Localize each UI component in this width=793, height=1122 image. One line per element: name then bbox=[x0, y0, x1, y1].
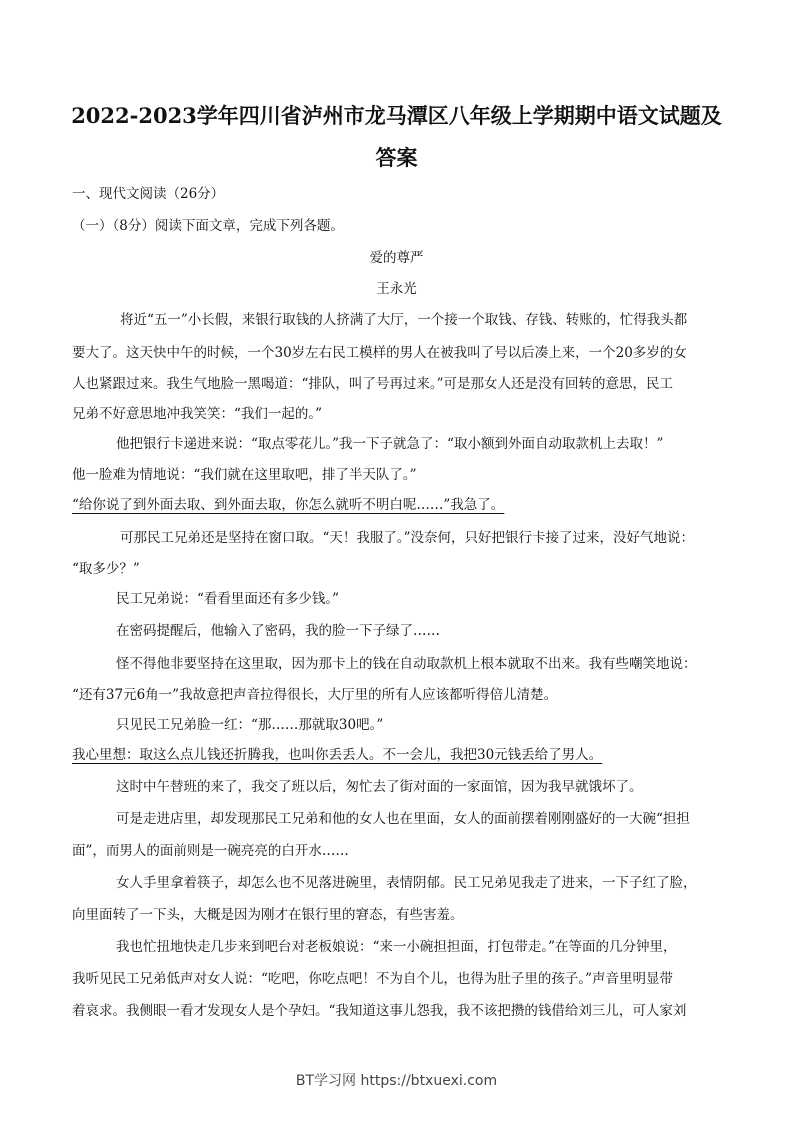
paragraph-line: 向里面转了一下头，大概是因为刚才在银行里的窘态，有些害羞。 bbox=[72, 907, 464, 923]
document-title-line2: 答案 bbox=[375, 145, 418, 170]
paragraph-line: 人也紧跟过来。我生气地脸一黑喝道：“排队，叫了号再过来。”可是那女人还是没有回转的意思，民工 bbox=[72, 376, 674, 392]
paragraph-line: 将近“五一”小长假，来银行取钱的人挤满了大厅，一个接一个取钱、存钱、转账的，忙得我头都 bbox=[120, 312, 688, 328]
paragraph-line: 我也忙扭地快走几步来到吧台对老板娘说：“来一小碗担担面，打包带走。”在等面的几分钟里， bbox=[116, 939, 677, 955]
paragraph-line: 可是走进店里，却发现那民工兄弟和他的女人也在里面，女人的面前摆着刚刚盛好的一大碗“担担 bbox=[116, 811, 690, 827]
underlined-sentence: 我心里想：取这么点儿钱还折腾我，也叫你丢丢人。不一会儿，我把30元钱丢给了男人。 bbox=[72, 747, 603, 763]
paragraph-line: “取多少？” bbox=[72, 561, 140, 577]
paragraph-line: 这时中午替班的来了，我交了班以后，匆忙去了街对面的一家面馆，因为我早就饿坏了。 bbox=[116, 779, 643, 795]
paragraph-line: 民工兄弟说：“看看里面还有多少钱。” bbox=[116, 591, 340, 607]
article-author: 王永光 bbox=[376, 281, 417, 297]
paragraph-line: 在密码提醒后，他输入了密码，我的脸一下子绿了…… bbox=[116, 623, 440, 639]
paragraph-line: 面”，而男人的面前则是一碗亮亮的白开水…… bbox=[72, 843, 349, 859]
paragraph-line: 我听见民工兄弟低声对女人说：“吃吧，你吃点吧！不为自个儿，也得为肚子里的孩子。”声音里明显带 bbox=[72, 971, 674, 987]
paragraph-line: 可那民工兄弟还是坚持在窗口取。“天！我服了。”没奈何，只好把银行卡接了过来，没好气地说： bbox=[120, 530, 695, 546]
paragraph-line: 着哀求。我侧眼一看才发现女人是个孕妇。“我知道这事儿怨我，我不该把攒的钱借给刘三儿，可人家刘 bbox=[72, 1003, 687, 1019]
article-title: 爱的尊严 bbox=[369, 250, 424, 266]
paragraph-line: 他一脸难为情地说：“我们就在这里取吧，排了半天队了。” bbox=[72, 467, 417, 483]
footer-watermark: BT学习网 https://btxuexi.com bbox=[295, 1073, 498, 1089]
paragraph-line: 女人手里拿着筷子，却怎么也不见落进碗里，表情阴郁。民工兄弟见我走了进来，一下子红了脸， bbox=[116, 875, 697, 891]
paragraph-line: 怪不得他非要坚持在这里取，因为那卡上的钱在自动取款机上根本就取不出来。我有些嘲笑地说： bbox=[116, 656, 697, 672]
paragraph-line: “还有37元6角一”我故意把声音拉得很长，大厅里的所有人应该都听得倍儿清楚。 bbox=[72, 687, 558, 703]
section-heading: 一、现代文阅读（26分） bbox=[72, 186, 225, 202]
paragraph-line: 只见民工兄弟脸一红：“那……那就取30吧。” bbox=[116, 717, 384, 733]
paragraph-line: 他把银行卡递进来说：“取点零花儿。”我一下子就急了：“取小额到外面自动取款机上去取！” bbox=[116, 436, 664, 452]
subsection-heading: （一）（8分）阅读下面文章，完成下列各题。 bbox=[72, 218, 344, 234]
document-title-line1: 2022-2023学年四川省泸州市龙马潭区八年级上学期期中语文试题及 bbox=[71, 103, 722, 128]
paragraph-line: 要大了。这天快中午的时候，一个30岁左右民工模样的男人在被我叫了号以后凑上来，一个20多岁的女 bbox=[72, 345, 687, 361]
underlined-sentence: “给你说了到外面去取、到外面去取，你怎么就听不明白呢……”我急了。 bbox=[72, 497, 505, 513]
paragraph-line: 兄弟不好意思地冲我笑笑：“我们一起的。” bbox=[72, 406, 323, 422]
